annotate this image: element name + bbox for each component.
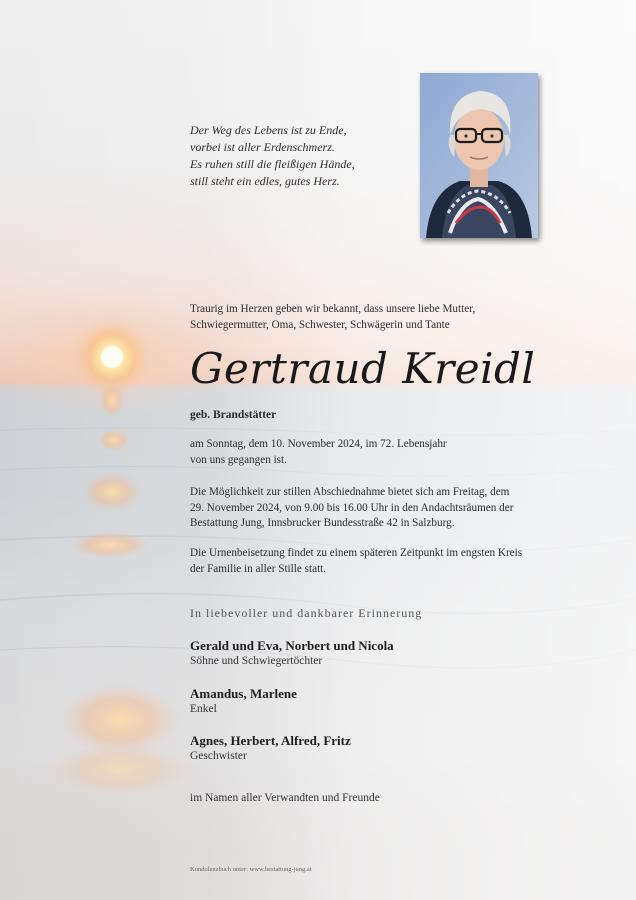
relatives-line: im Namen aller Verwandten und Freunde (190, 792, 380, 804)
farewell-notice (190, 485, 513, 532)
mourner-group-names: Gerald und Eva, Norbert und Nicola (190, 638, 394, 653)
announcement-line: Traurig im Herzen geben wir bekannt, dass unsere liebe Mutter, (190, 303, 476, 315)
death-notice (190, 437, 447, 468)
mourner-group-role: Enkel (190, 703, 217, 715)
poem-line: still steht ein edles, gutes Herz. (190, 174, 340, 188)
memory-heading: In liebevoller und dankbarer Erinnerung (190, 606, 423, 620)
poem-line: Der Weg des Lebens ist zu Ende, (190, 123, 347, 137)
poem-line: Es ruhen still die fleißigen Hände, (190, 157, 355, 171)
burial-line: Die Urnenbeisetzung findet zu einem späteren Zeitpunkt im engsten Kreis (190, 547, 523, 559)
birth-name: geb. Brandstätter (190, 409, 277, 421)
death-line: am Sonntag, dem 10. November 2024, im 72. Lebensjahr (190, 438, 447, 450)
mourner-group-role: Geschwister (190, 750, 247, 762)
farewell-line: Die Möglichkeit zur stillen Abschiednahme bietet sich am Freitag, dem (190, 486, 510, 498)
announcement-line: Schwiegermutter, Oma, Schwester, Schwägerin und Tante (190, 318, 450, 331)
mourner-group-names: Amandus, Marlene (190, 686, 297, 701)
farewell-line: Bestattung Jung, Innsbrucker Bundesstraße 42 in Salzburg. (190, 517, 455, 529)
mourner-group-names: Agnes, Herbert, Alfred, Fritz (190, 733, 351, 748)
poem (190, 122, 355, 190)
burial-notice (190, 546, 522, 577)
condolence-book-note: Kondolenzbuch unter: www.bestattung-jung.at (190, 866, 312, 873)
death-line: von uns gegangen ist. (190, 453, 287, 466)
portrait-photo (420, 73, 538, 238)
poem-line: vorbei ist aller Erdenschmerz. (190, 140, 335, 154)
announcement (190, 302, 475, 333)
farewell-line: 29. November 2024, von 9.00 bis 16.00 Uhr in den Andachtsräumen der (190, 501, 514, 514)
burial-line: der Familie in aller Stille statt. (190, 562, 327, 575)
deceased-name: Gertraud Kreidl (190, 344, 536, 393)
mourner-group-role: Söhne und Schwiegertöchter (190, 655, 323, 667)
